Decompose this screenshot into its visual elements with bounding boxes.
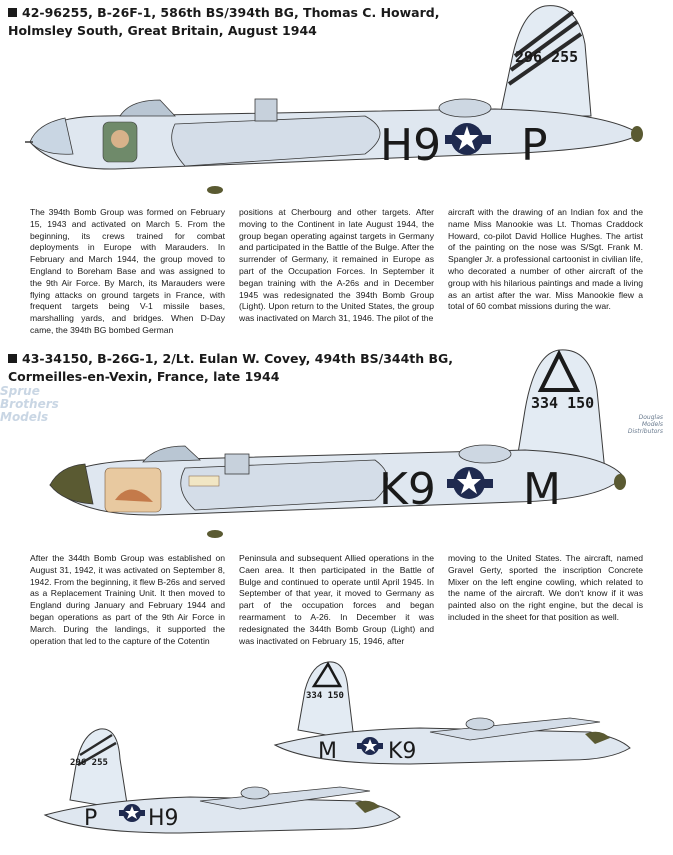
aircraft2-profile	[45, 350, 630, 540]
aircraft1-profile	[25, 4, 650, 200]
text-column: positions at Cherbourg and other targets. After moving to the Continent in late August 1944, the group began operating against targets in Germany and participated in the Battle of the Bulge. After the surrender of Germany, it remained in Europe as part of the Occupation Forces. In September it began training with the A-26s and in December 1945 was redesignated the 394th Bomb Group (Light). Upon return to the United States, the group was inactivated on March 31, 1946. The pilot of the	[239, 207, 434, 324]
tail-serial: 334 150	[306, 691, 344, 701]
tail-serial: 296 255	[70, 758, 108, 768]
text-column: After the 344th Bomb Group was established on August 31, 1942, it was activated on September 8, 1942. From the beginning, it flew B-26s and served as a Replacement Training Unit. It then moved to England during January and February 1944 and began operations as part of the 9th Air Force in March. During the landings, it supported the operation that led to the capture of the Cotentin	[30, 553, 225, 646]
code-right: K9	[388, 739, 417, 764]
text-column: aircraft with the drawing of an Indian fox and the name Miss Manookie was Lt. Thomas Craddock Howard, co-pilot David Hollice Hughes. The artist of the painting on the nose was S/Sgt. Frank M. Spangler Jr. a professional cartoonist in civilian life, who decorated a number of other aircraft of the group with his hilarious paintings and made a living as an artist after the war. Miss Manookie flew a total of 60 combat missions during the war.	[448, 207, 643, 312]
heading-line2: Cormeilles-en-Vexin, France, late 1944	[8, 369, 280, 384]
code-right: M	[523, 464, 561, 515]
text-column: The 394th Bomb Group was formed on February 15, 1943 and activated on March 5. From the beginning, its crews trained for combat deployments in Europe with Marauders. In February and March 1944, the group moved to England to Boreham Base and was assigned to the 9th Air Force. By March, its Marauders were flying attacks on ground targets in France, with frequent targets being V-1 missile bases, marshalling yards, and bridges. When D-Day came, the 394th BG bombed German	[30, 207, 225, 335]
code-left: H9	[380, 120, 442, 171]
heading-line2: Holmsley South, Great Britain, August 1944	[8, 23, 317, 38]
heading-line1: 42-96255, B-26F-1, 586th BS/394th BG, Thomas C. Howard,	[22, 5, 440, 20]
watermark-right: Douglas Models Distributors	[627, 414, 663, 435]
aircraft1-text	[30, 207, 643, 337]
text-column: moving to the United States. The aircraft, named Gravel Gerty, sported the inscription Concrete Mixer on the left engine cowling, which related to the name of the aircraft. We don't know if it was painted also on the right engine, but the decal is included in the sheet for that position as well.	[448, 553, 643, 622]
code-right: P	[521, 120, 548, 171]
code-right: H9	[148, 806, 179, 831]
tail-serial: 296 255	[515, 48, 579, 66]
heading-bullet	[8, 354, 17, 363]
aircraft4-profile	[40, 725, 405, 845]
tail-serial: 334 150	[531, 394, 595, 412]
heading-line1: 43-34150, B-26G-1, 2/Lt. Eulan W. Covey, 494th BS/344th BG,	[22, 351, 454, 366]
aircraft2-text	[30, 553, 643, 647]
watermark-left: Sprue Brothers Models	[0, 384, 59, 424]
code-left: K9	[379, 464, 436, 515]
heading-bullet	[8, 8, 17, 17]
text-column: Peninsula and subsequent Allied operations in the Caen area. It then participated in the Battle of Bulge and continued to operate until April 1945. In September of that year, it moved to Germany as part of the occupation forces and began rearmament to A-26. In December it was redesignated the 344th Bomb Group (Light) and was inactivated on February 15, 1946, after	[239, 553, 434, 646]
code-left: P	[84, 806, 98, 831]
code-left: M	[318, 739, 337, 764]
